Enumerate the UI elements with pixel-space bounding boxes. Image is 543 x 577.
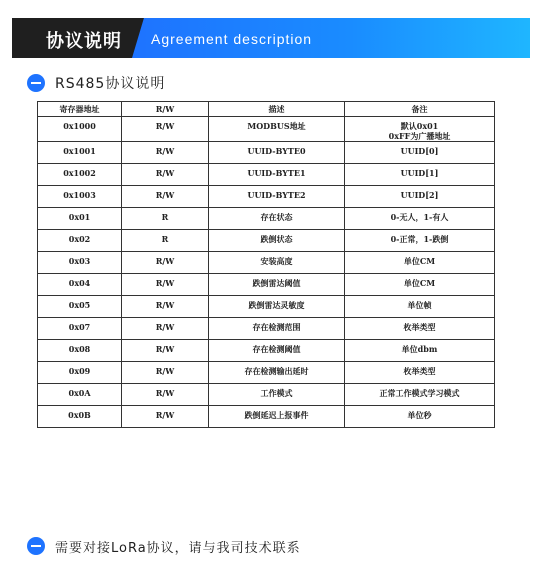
cell-description: 安装高度 [209, 252, 345, 274]
cell-description: UUID-BYTE2 [209, 186, 345, 208]
cell-description: 存在检测输出延时 [209, 362, 345, 384]
cell-description: UUID-BYTE1 [209, 164, 345, 186]
table-row [38, 208, 495, 230]
cell-address: 0x05 [38, 296, 122, 318]
cell-remark: 单位CM [345, 274, 495, 296]
cell-remark: 枚举类型 [345, 362, 495, 384]
cell-remark: UUID[0] [345, 142, 495, 164]
cell-description: 跌倒雷达灵敏度 [209, 296, 345, 318]
cell-address: 0x1003 [38, 186, 122, 208]
cell-address: 0x04 [38, 274, 122, 296]
cell-remark: UUID[2] [345, 186, 495, 208]
cell-address: 0x1002 [38, 164, 122, 186]
section-rs485 [27, 73, 165, 93]
table-row [38, 230, 495, 252]
cell-description: UUID-BYTE0 [209, 142, 345, 164]
cell-address: 0x08 [38, 340, 122, 362]
cell-rw: R/W [122, 384, 209, 406]
banner-subtitle: Agreement description [151, 31, 313, 47]
table-row [38, 186, 495, 208]
cell-address: 0x03 [38, 252, 122, 274]
cell-address: 0x07 [38, 318, 122, 340]
cell-remark: 0-无人，1-有人 [345, 208, 495, 230]
cell-description: 工作模式 [209, 384, 345, 406]
cell-remark [345, 117, 495, 142]
cell-description: 存在检测阈值 [209, 340, 345, 362]
table-row [38, 340, 495, 362]
cell-remark: 单位CM [345, 252, 495, 274]
cell-address: 0x1000 [38, 117, 122, 142]
cell-remark: 单位秒 [345, 406, 495, 428]
table-row [38, 406, 495, 428]
cell-address: 0x02 [38, 230, 122, 252]
cell-remark: 单位帧 [345, 296, 495, 318]
header-description: 描述 [209, 102, 345, 117]
cell-address: 0x0A [38, 384, 122, 406]
cell-rw: R/W [122, 186, 209, 208]
section-lora-contact [27, 536, 301, 556]
cell-rw: R/W [122, 164, 209, 186]
cell-description: 跌倒状态 [209, 230, 345, 252]
remark-line: 默认0x01 [400, 121, 439, 131]
cell-rw: R/W [122, 274, 209, 296]
section-heading: RS485协议说明 [55, 76, 166, 92]
cell-rw: R/W [122, 117, 209, 142]
cell-remark: 正常工作模式学习模式 [345, 384, 495, 406]
cell-rw: R [122, 230, 209, 252]
table-row [38, 384, 495, 406]
table-row [38, 142, 495, 164]
cell-remark: 单位dbm [345, 340, 495, 362]
table-row [38, 274, 495, 296]
cell-description: 存在检测范围 [209, 318, 345, 340]
section-heading: 需要对接LoRa协议，请与我司技术联系 [55, 540, 301, 556]
cell-rw: R/W [122, 406, 209, 428]
cell-description: 跌倒延迟上报事件 [209, 406, 345, 428]
cell-rw: R [122, 208, 209, 230]
cell-description: 跌倒雷达阈值 [209, 274, 345, 296]
register-table [37, 101, 495, 428]
cell-address: 0x0B [38, 406, 122, 428]
header-address: 寄存器地址 [38, 102, 122, 117]
table-row [38, 296, 495, 318]
cell-remark: 0-正常，1-跌倒 [345, 230, 495, 252]
cell-remark: UUID[1] [345, 164, 495, 186]
cell-address: 0x1001 [38, 142, 122, 164]
table-row [38, 164, 495, 186]
table-header-row [38, 102, 495, 117]
minus-circle-icon [27, 74, 45, 92]
cell-description: MODBUS地址 [209, 117, 345, 142]
minus-circle-icon [27, 537, 45, 555]
header-remark: 备注 [345, 102, 495, 117]
cell-address: 0x01 [38, 208, 122, 230]
cell-rw: R/W [122, 362, 209, 384]
header-rw: R/W [122, 102, 209, 117]
table-row [38, 362, 495, 384]
cell-rw: R/W [122, 318, 209, 340]
cell-rw: R/W [122, 340, 209, 362]
cell-description: 存在状态 [209, 208, 345, 230]
cell-rw: R/W [122, 252, 209, 274]
table-row [38, 252, 495, 274]
cell-rw: R/W [122, 296, 209, 318]
remark-line: 0xFF为广播地址 [388, 131, 451, 141]
cell-remark: 枚举类型 [345, 318, 495, 340]
cell-address: 0x09 [38, 362, 122, 384]
header-banner [0, 0, 543, 72]
table-row [38, 318, 495, 340]
cell-rw: R/W [122, 142, 209, 164]
table-row [38, 117, 495, 142]
banner-title: 协议说明 [46, 31, 122, 52]
